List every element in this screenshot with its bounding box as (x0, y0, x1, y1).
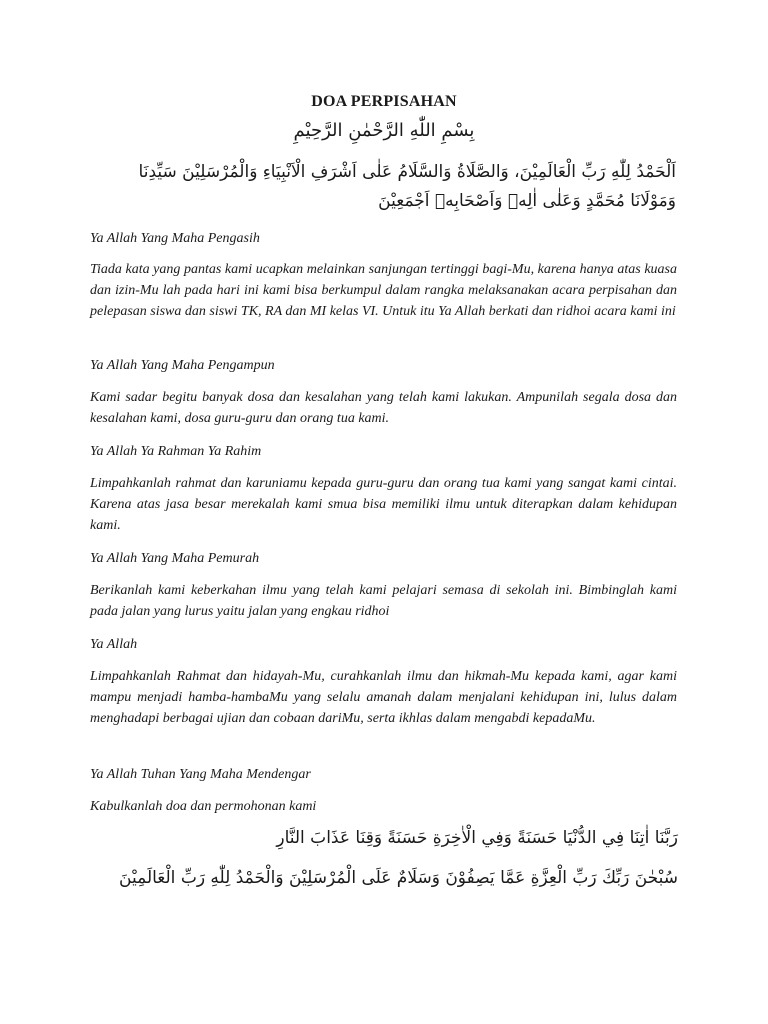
invocation-heading: Ya Allah Tuhan Yang Maha Mendengar (90, 767, 311, 782)
document-title: DOA PERPISAHAN (311, 93, 457, 110)
invocation-heading: Ya Allah (90, 637, 138, 652)
opening-arabic-text: اَلْحَمْدُ لِلّٰهِ رَبِّ الْعَالَمِيْنَ، وَالصَّلَاةُ وَالسَّلَامُ عَلٰى اَشْرَفِ الْاَنْبِيَاءِ وَالْمُرْسَلِيْنَ سَيِّدِنَا وَمَوْلَانَا مُحَمَّدٍ وَعَلٰى اٰلِهٖ وَاَصْحَابِهٖ اَجْمَعِيْنَ (138, 162, 676, 211)
prayer-paragraph: Tiada kata yang pantas kami ucapkan melainkan sanjungan tertinggi bagi-Mu, karena hanya atas kuasa dan izin-Mu lah pada hari ini kami bisa berkumpul dalam rangka melaksanakan acara perpisahan dan pelepasan siswa dan siswi TK, RA dan MI kelas VI. Untuk itu Ya Allah berkati dan ridhoi acara kami ini (90, 262, 677, 319)
closing-arabic-prayer: رَبَّنَا اٰتِنَا فِي الدُّنْيَا حَسَنَةً وَفِي الْاٰخِرَةِ حَسَنَةً وَقِنَا عَذَابَ النَّارِ (276, 828, 678, 848)
prayer-paragraph: Limpahkanlah Rahmat dan hidayah-Mu, curahkanlah ilmu dan hikmah-Mu kepada kami, agar kami mampu menjadi hamba-hambaMu yang selalu amanah dalam menjalani kehidupan ini, lulus dalam menghadapi berbagai ujian dan cobaan dariMu, serta ikhlas dalam mengabdi kepadaMu. (90, 669, 677, 726)
invocation-heading: Ya Allah Yang Maha Pengasih (90, 231, 260, 246)
prayer-paragraph: Berikanlah kami keberkahan ilmu yang telah kami pelajari semasa di sekolah ini. Bimbinglah kami pada jalan yang lurus yaitu jalan yang engkau ridhoi (90, 583, 677, 619)
invocation-heading: Ya Allah Yang Maha Pemurah (90, 551, 260, 566)
basmalah-text: بِسْمِ اللّٰهِ الرَّحْمٰنِ الرَّحِيْمِ (293, 120, 475, 141)
prayer-paragraph: Limpahkanlah rahmat dan karuniamu kepada guru-guru dan orang tua kami yang sangat kami cintai. Karena atas jasa besar merekalah kami smua bisa memiliki ilmu untuk diterapkan dalam kehidupan kami. (90, 476, 677, 533)
closing-request: Kabulkanlah doa dan permohonan kami (90, 799, 317, 814)
invocation-heading: Ya Allah Ya Rahman Ya Rahim (90, 444, 262, 459)
closing-arabic-praise: سُبْحٰنَ رَبِّكَ رَبِّ الْعِزَّةِ عَمَّا يَصِفُوْنَ وَسَلَامٌ عَلَى الْمُرْسَلِيْنَ وَالْحَمْدُ لِلّٰهِ رَبِّ الْعَالَمِيْنَ (119, 868, 678, 888)
prayer-paragraph: Kami sadar begitu banyak dosa dan kesalahan yang telah kami lakukan. Ampunilah segala dosa dan kesalahan kami, dosa guru-guru dan orang tua kami. (90, 390, 677, 426)
invocation-heading: Ya Allah Yang Maha Pengampun (90, 358, 275, 373)
